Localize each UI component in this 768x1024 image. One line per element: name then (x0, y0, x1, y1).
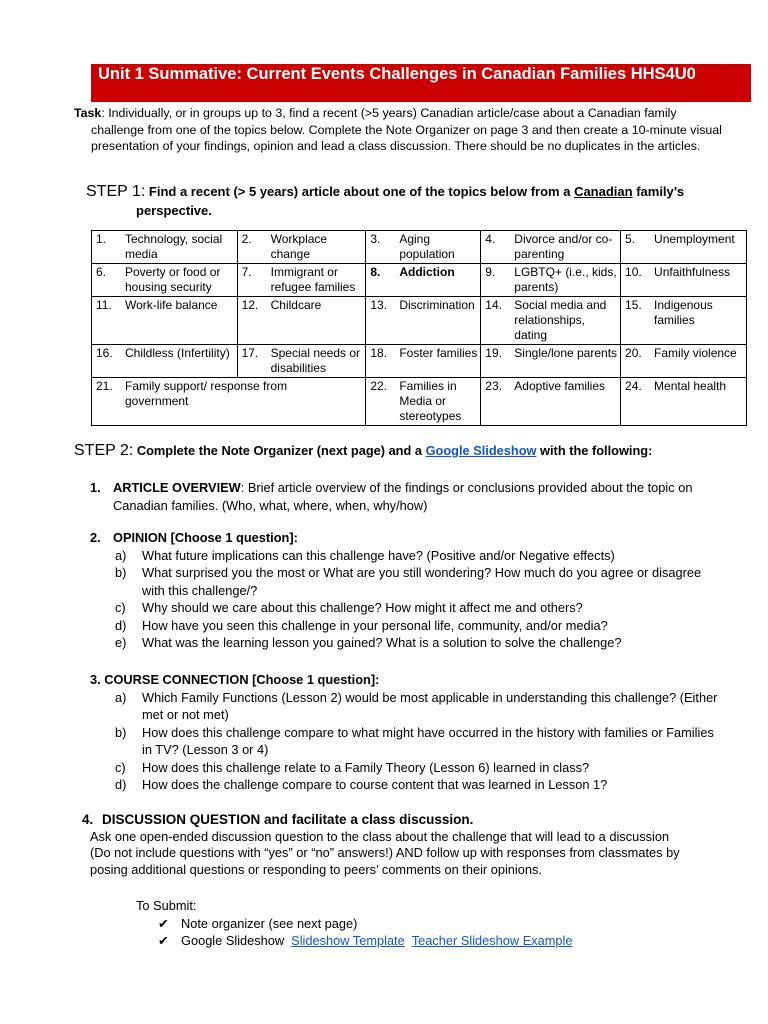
table-row (92, 378, 747, 426)
section-4-number: 4. (82, 812, 94, 827)
section-1-text-2: Canadian families. (Who, what, where, when, why/how) (113, 497, 428, 513)
section-article-overview (90, 479, 750, 514)
submit-label: To Submit: (136, 898, 197, 913)
task-line-3: presentation of your findings, opinion and lead a class discussion. There should be no duplicates in the articles. (91, 139, 701, 153)
section-4-line-3: posing additional questions or responding to peers’ comments on their opinions. (90, 861, 542, 877)
teacher-slideshow-example-link[interactable]: Teacher Slideshow Example (411, 933, 573, 948)
title-banner (91, 64, 751, 102)
list-item: b) What surprised you the most or What are you still wondering? How much do you agree or disagree with this challenge/? (115, 565, 702, 598)
topic-cell: 1. Technology, social media (92, 231, 238, 264)
checkmark-icon: ✔ (158, 933, 169, 948)
topic-cell: 12. Childcare (237, 297, 366, 345)
step-2-label: STEP 2: (74, 442, 134, 459)
slideshow-template-link[interactable]: Slideshow Template (291, 933, 405, 948)
list-item (136, 915, 736, 933)
topic-cell-highlighted: 8. Addiction (366, 264, 481, 297)
topic-cell: 20. Family violence (621, 345, 747, 378)
topic-cell: 23. Adoptive families (481, 378, 621, 426)
topic-cell: 11. Work-life balance (92, 297, 238, 345)
step-2-heading (74, 441, 764, 461)
section-2-number: 2. (90, 530, 101, 545)
submit-item-note-organizer: Note organizer (see next page) (181, 915, 358, 931)
opinion-questions (90, 547, 750, 652)
topic-cell: 10. Unfaithfulness (621, 264, 747, 297)
list-item: d) How does the challenge compare to course content that was learned in Lesson 1? (115, 777, 608, 792)
submission-list (136, 897, 736, 950)
task-label: Task (74, 106, 102, 120)
section-1-number: 1. (90, 480, 101, 495)
table-row (92, 264, 747, 297)
topic-cell: 18. Foster families (366, 345, 481, 378)
topic-cell: 24. Mental health (621, 378, 747, 426)
step-1-text-a: Find a recent (> 5 years) article about one of the topics below from a (148, 184, 571, 199)
topics-table (91, 230, 747, 426)
document-title: Unit 1 Summative: Current Events Challenges in Canadian Families HHS4U0 (98, 65, 696, 83)
list-item: c) Why should we care about this challenge? How might it affect me and others? (115, 600, 583, 615)
list-item (136, 932, 736, 950)
topic-cell: 9. LGBTQ+ (i.e., kids, parents) (481, 264, 621, 297)
topic-cell: 13. Discrimination (366, 297, 481, 345)
list-item: e) What was the learning lesson you gained? What is a solution to solve the challenge? (115, 635, 622, 650)
section-4-line-2: (Do not include questions with “yes” or “no” answers!) AND follow up with responses from classmates by (90, 845, 680, 860)
step-1-canadian: Canadian (574, 184, 633, 199)
section-2-heading: OPINION [Choose 1 question]: (113, 530, 298, 545)
section-discussion-question (82, 812, 762, 878)
section-course-connection (90, 671, 750, 794)
step-1-text-b: family’s (636, 184, 685, 199)
course-connection-questions (90, 689, 750, 794)
google-slideshow-link[interactable]: Google Slideshow (425, 443, 537, 458)
section-4-line-1: Ask one open-ended discussion question to the class about the challenge that will lead to a discussion (90, 828, 670, 844)
table-row (92, 297, 747, 345)
section-4-heading-bold: DISCUSSION QUESTION (102, 812, 261, 827)
task-paragraph (74, 105, 754, 155)
list-item: b) How does this challenge compare to what might have occurred in the history with families or Families in TV? (Lesson 3 or 4) (115, 724, 714, 757)
task-line-2: challenge from one of the topics below. Complete the Note Organizer on page 3 and then create a 10-minute visual (91, 122, 722, 137)
section-3-heading: 3. COURSE CONNECTION [Choose 1 question]: (90, 672, 380, 687)
section-1-text-1: : Brief article overview of the findings or conclusions provided about the topic on (240, 480, 693, 495)
topic-cell: 15. Indigenous families (621, 297, 747, 345)
submit-item-google-slideshow: Google Slideshow (181, 933, 285, 948)
section-opinion (90, 529, 750, 652)
topic-cell: 3. Aging population (366, 231, 481, 264)
step-2-text-b: with the following: (540, 443, 653, 458)
topic-cell: 6. Poverty or food or housing security (92, 264, 238, 297)
topic-cell: 14. Social media and relationships, dating (481, 297, 621, 345)
list-item: a) What future implications can this challenge have? (Positive and/or Negative effects) (115, 547, 615, 563)
step-2-text-a: Complete the Note Organizer (next page) and a (136, 443, 422, 458)
step-1-label: STEP 1: (86, 183, 146, 200)
list-item: a) Which Family Functions (Lesson 2) would be most applicable in understanding this challenge? (Either met or not met) (115, 689, 718, 722)
topic-cell: 19. Single/lone parents (481, 345, 621, 378)
topic-cell: 17. Special needs or disabilities (237, 345, 366, 378)
topic-cell: 22. Families in Media or stereotypes (366, 378, 481, 426)
topic-cell: 21. Family support/ response from government (92, 378, 366, 426)
topic-cell: 5. Unemployment (621, 231, 747, 264)
section-4-heading-rest: and facilitate a class discussion. (264, 812, 474, 827)
list-item: c) How does this challenge relate to a Family Theory (Lesson 6) learned in class? (115, 759, 590, 775)
list-item: d) How have you seen this challenge in your personal life, community, and/or media? (115, 617, 608, 633)
checkmark-icon: ✔ (158, 915, 169, 931)
topic-cell: 16. Childless (Infertility) (92, 345, 238, 378)
task-line-1: : Individually, or in groups up to 3, find a recent (>5 years) Canadian article/case about a Canadian family (101, 106, 677, 120)
step-1-heading (86, 182, 746, 220)
topic-cell: 4. Divorce and/or co-parenting (481, 231, 621, 264)
topic-cell: 7. Immigrant or refugee families (237, 264, 366, 297)
section-1-heading: ARTICLE OVERVIEW (113, 480, 241, 495)
step-1-text-line-2: perspective. (136, 203, 212, 218)
table-row (92, 231, 747, 264)
topic-cell: 2. Workplace change (237, 231, 366, 264)
table-row (92, 345, 747, 378)
